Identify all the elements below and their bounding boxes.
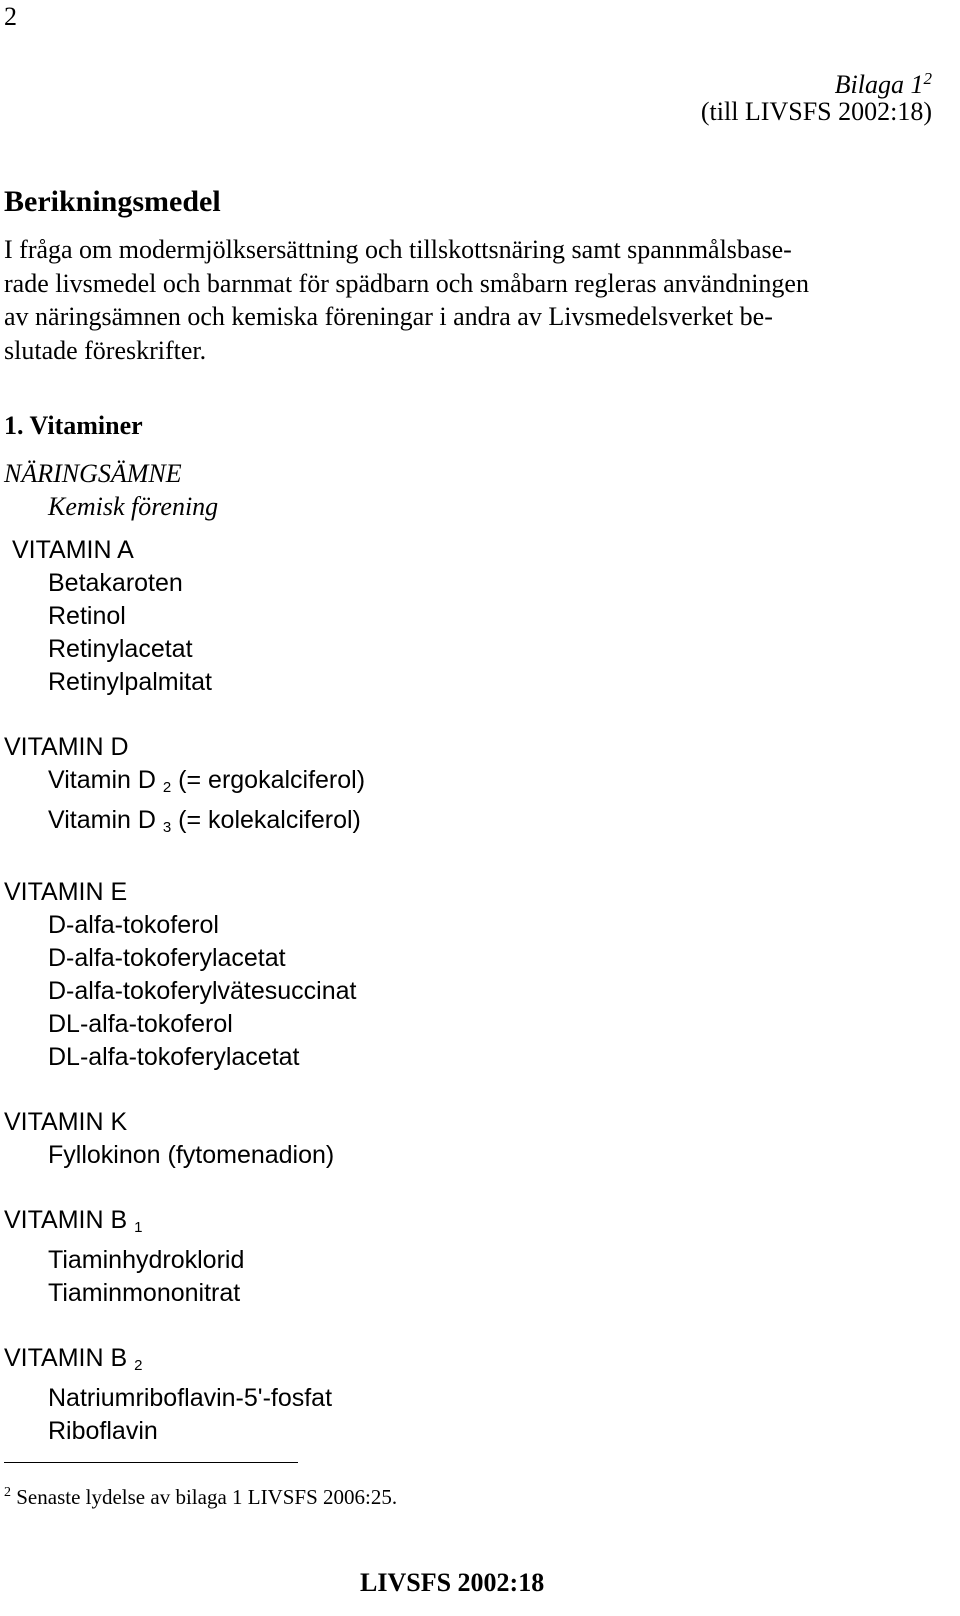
compound-item [0, 975, 900, 1008]
compound-name: DL-alfa-tokoferol [48, 1010, 233, 1038]
compound-name: Vitamin D [48, 766, 156, 794]
vitamin-group-title-text: VITAMIN D [4, 733, 129, 761]
vitamin-group-title-text: VITAMIN B [4, 1344, 128, 1372]
compound-name: Retinylpalmitat [48, 668, 212, 696]
footnote-divider [4, 1462, 298, 1463]
compound-subscript: 3 [162, 819, 172, 836]
compound-item [0, 666, 900, 699]
compound-item [0, 764, 900, 804]
vitamin-group-title-subscript: 1 [134, 1219, 143, 1236]
vitamin-group-title [0, 876, 900, 909]
intro-paragraph [4, 233, 944, 367]
compound-name: Retinol [48, 602, 126, 630]
compound-synonym: (= ergokalciferol) [171, 766, 366, 794]
footer-reference: LIVSFS 2002:18 [360, 1568, 545, 1597]
compound-item [0, 804, 900, 844]
compound-synonym: (= kolekalciferol) [171, 806, 361, 834]
compound-item [0, 1041, 900, 1074]
vitamin-list [0, 534, 900, 1480]
compound-name: Tiaminmononitrat [48, 1279, 241, 1307]
vitamin-group-title-text: VITAMIN E [4, 878, 128, 906]
vitamin-group [0, 1342, 900, 1448]
appendix-footnote-mark: 2 [923, 69, 932, 88]
compound-item [0, 909, 900, 942]
vitamin-group-title-text: VITAMIN B [4, 1206, 128, 1234]
compound-item [0, 1277, 900, 1310]
compound-item [0, 1244, 900, 1277]
compound-name: Betakaroten [48, 569, 183, 597]
compound-item [0, 600, 900, 633]
compound-name: DL-alfa-tokoferylacetat [48, 1043, 300, 1071]
vitamin-group-title-text: VITAMIN K [4, 1108, 128, 1136]
footnote-mark: 2 [4, 1485, 11, 1500]
vitamin-group [0, 534, 900, 699]
vitamin-group-title-subscript: 2 [134, 1357, 143, 1374]
compound-item [0, 567, 900, 600]
compound-name: D-alfa-tokoferol [48, 911, 219, 939]
compound-name: Retinylacetat [48, 635, 193, 663]
vitamin-group-title [0, 1106, 900, 1139]
vitamin-group [0, 1204, 900, 1310]
column-header-compound: Kemisk förening [48, 492, 219, 521]
compound-name: Riboflavin [48, 1417, 158, 1445]
intro-line: av näringsämnen och kemiska föreningar i andra av Livsmedelsverket be- [4, 302, 773, 331]
compound-name: Fyllokinon (fytomenadion) [48, 1141, 335, 1169]
section-title: 1. Vitaminer [4, 411, 143, 440]
vitamin-group-title [0, 1342, 900, 1382]
appendix-reference: (till LIVSFS 2002:18) [700, 97, 932, 126]
appendix-label-text: Bilaga 1 [834, 70, 924, 99]
compound-item [0, 1139, 900, 1172]
compound-name: Natriumriboflavin-5'-fosfat [48, 1384, 333, 1412]
intro-line: rade livsmedel och barnmat för spädbarn och småbarn regleras användningen [4, 268, 809, 298]
column-header-nutrient: NÄRINGSÄMNE [4, 459, 182, 488]
footnote [4, 1480, 397, 1510]
compound-item [0, 942, 900, 975]
compound-item [0, 1008, 900, 1041]
compound-item [0, 1382, 900, 1415]
vitamin-group [0, 1106, 900, 1172]
vitamin-group-title [0, 1204, 900, 1244]
compound-name: D-alfa-tokoferylacetat [48, 944, 286, 972]
footnote-text: Senaste lydelse av bilaga 1 LIVSFS 2006:25. [11, 1485, 398, 1509]
page-heading: Berikningsmedel [4, 185, 221, 218]
intro-line: I fråga om modermjölksersättning och tillskottsnäring samt spannmålsbase- [4, 235, 792, 264]
vitamin-group-title [0, 731, 900, 764]
vitamin-group [0, 876, 900, 1074]
compound-item [0, 1415, 900, 1448]
vitamin-group [0, 731, 900, 844]
page-number: 2 [4, 2, 17, 31]
appendix-label [835, 64, 932, 100]
intro-line: slutade föreskrifter. [4, 335, 207, 365]
compound-name: D-alfa-tokoferylvätesuccinat [48, 977, 357, 1005]
compound-subscript: 2 [162, 779, 172, 796]
vitamin-group-title-text: VITAMIN A [12, 536, 134, 564]
compound-item [0, 633, 900, 666]
vitamin-group-title [0, 534, 900, 567]
compound-name: Tiaminhydroklorid [48, 1246, 245, 1274]
compound-name: Vitamin D [48, 806, 156, 834]
